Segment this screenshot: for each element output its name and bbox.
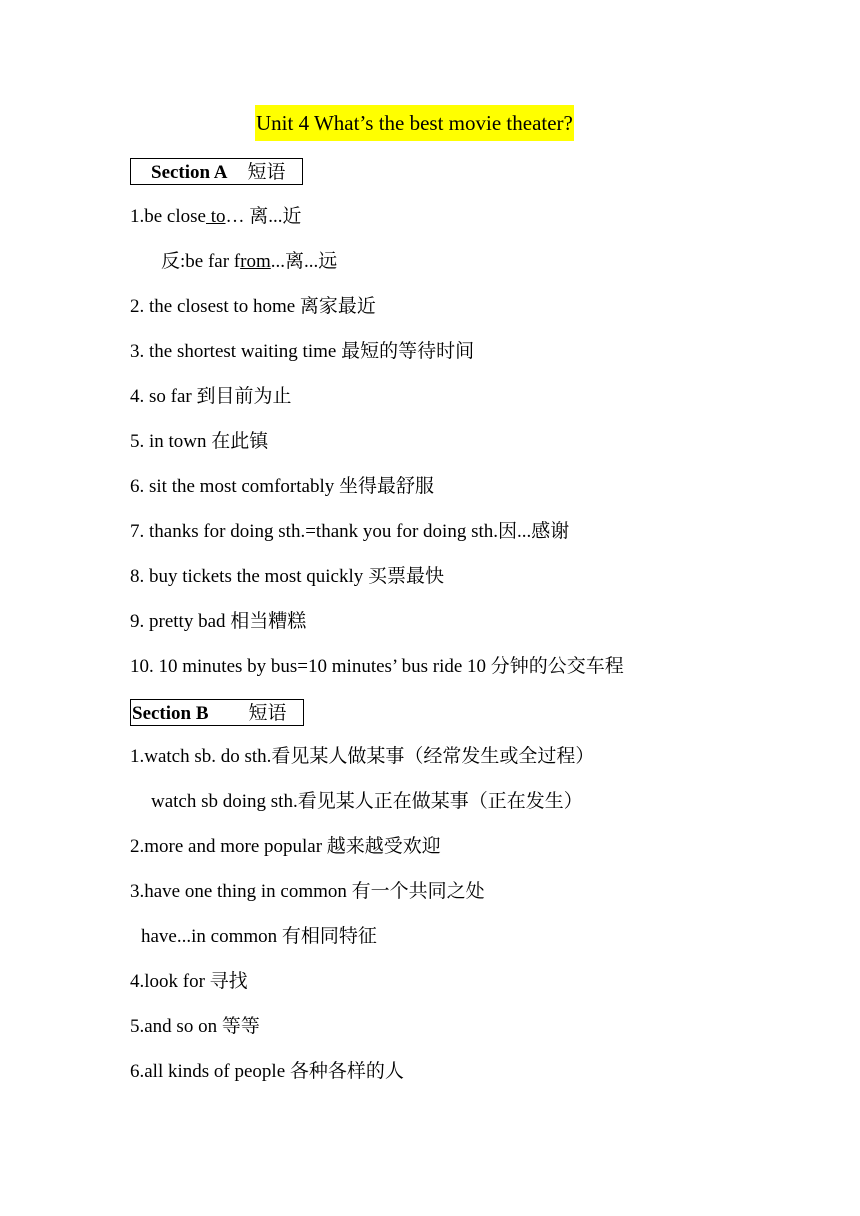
underlined-text: to (205, 206, 226, 227)
section-a-item-6: 6. sit the most comfortably 坐得最舒服 (130, 476, 434, 497)
section-a-item-1-antonym (161, 250, 337, 274)
section-a-item-8: 8. buy tickets the most quickly 买票最快 (130, 566, 445, 587)
item-text: … 离...近 (225, 206, 302, 227)
item-text: 1.be close (130, 206, 206, 227)
section-a-item-7: 7. thanks for doing sth.=thank you for doing sth.因...感谢 (130, 521, 570, 542)
section-a-label: Section A (151, 162, 228, 183)
section-b-item-4: 4.look for 寻找 (130, 971, 248, 992)
section-a-item-5: 5. in town 在此镇 (130, 431, 269, 452)
section-a-header (130, 158, 303, 185)
item-text: 反:be far f (161, 251, 241, 272)
item-text: ...离...远 (270, 251, 338, 272)
section-b-item-6: 6.all kinds of people 各种各样的人 (130, 1061, 404, 1082)
section-b-item-3-variant: have...in common 有相同特征 (141, 926, 377, 947)
section-a-label-cn: 短语 (247, 162, 286, 183)
section-b-label: Section B (132, 703, 209, 724)
section-b-header (130, 699, 304, 726)
section-a-item-4: 4. so far 到目前为止 (130, 386, 292, 407)
section-b-label-cn: 短语 (248, 703, 287, 724)
section-a-item-1 (130, 205, 302, 229)
section-a-item-9: 9. pretty bad 相当糟糕 (130, 611, 307, 632)
section-b-item-1: 1.watch sb. do sth.看见某人做某事（经常发生或全过程） (130, 746, 595, 767)
underlined-text: rom (240, 251, 271, 272)
section-b-item-5: 5.and so on 等等 (130, 1016, 260, 1037)
section-b-item-2: 2.more and more popular 越来越受欢迎 (130, 836, 441, 857)
section-b-item-1-variant: watch sb doing sth.看见某人正在做某事（正在发生） (151, 791, 583, 812)
section-b-item-3: 3.have one thing in common 有一个共同之处 (130, 881, 485, 902)
section-a-item-3: 3. the shortest waiting time 最短的等待时间 (130, 341, 475, 362)
section-a-item-10: 10. 10 minutes by bus=10 minutes’ bus ride 10 分钟的公交车程 (130, 656, 624, 677)
page-title: Unit 4 What’s the best movie theater? (255, 105, 574, 141)
section-a-item-2: 2. the closest to home 离家最近 (130, 296, 376, 317)
